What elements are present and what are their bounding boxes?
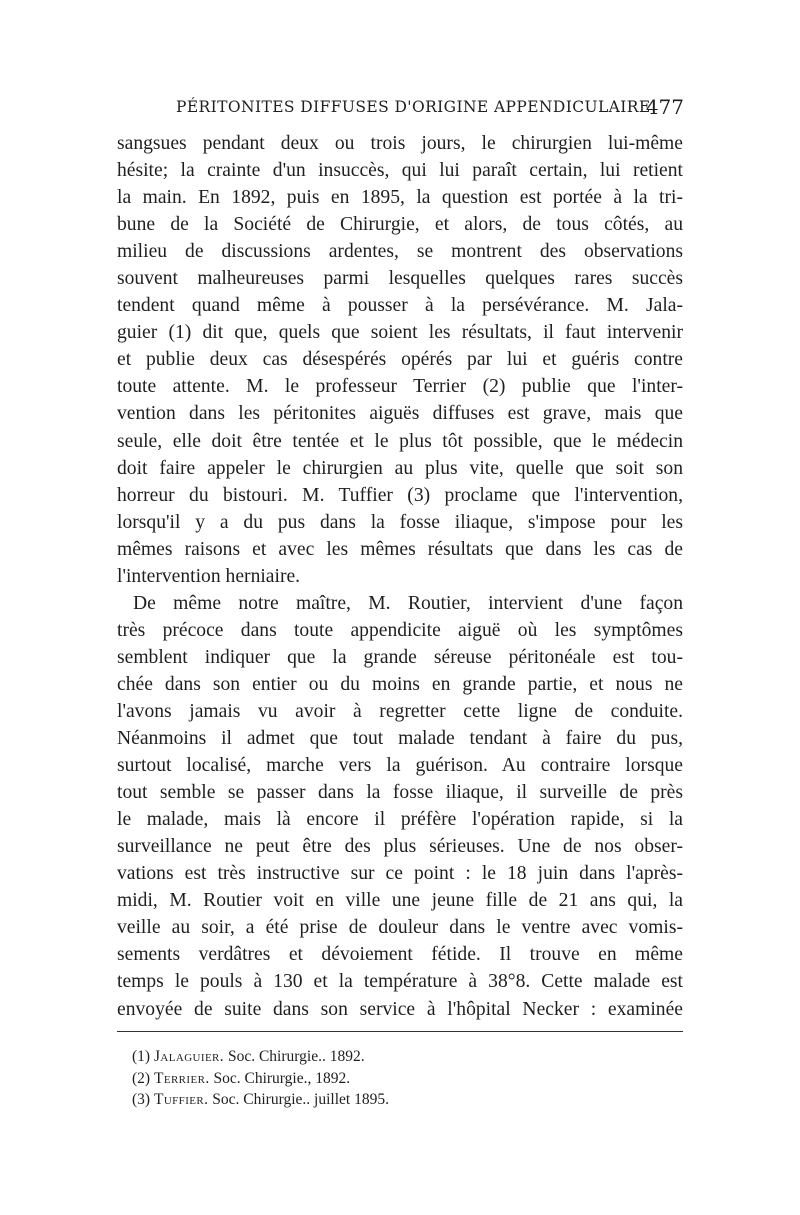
- text-line: midi, M. Routier voit en ville une jeune fille de 21 ans qui, la: [117, 890, 683, 912]
- text-line: chée dans son entier ou du moins en grande partie, et nous ne: [117, 673, 683, 695]
- text-line: semblent indiquer que la grande séreuse péritonéale est tou-: [117, 646, 683, 668]
- text-line: hésite; la crainte d'un insuccès, qui lui paraît certain, lui retient: [117, 160, 683, 182]
- footnote-number: (1): [132, 1048, 151, 1065]
- text-line: mêmes raisons et avec les mêmes résultats que dans les cas de: [117, 538, 683, 560]
- footnote-source: Soc. Chirurgie.. juillet 1895.: [212, 1091, 389, 1108]
- text-line: et publie deux cas désespérés opérés par lui et guéris contre: [117, 349, 683, 371]
- text-line: milieu de discussions ardentes, se montrent des observations: [117, 241, 683, 263]
- text-line: lorsqu'il y a du pus dans la fosse iliaque, s'impose pour les: [117, 511, 683, 533]
- footnote-source: Soc. Chirurgie.. 1892.: [227, 1048, 365, 1065]
- footnote-3: [132, 1089, 652, 1111]
- text-line: toute attente. M. le professeur Terrier (2) publie que l'inter-: [117, 376, 683, 398]
- text-line: le malade, mais là encore il préfère l'opération rapide, si la: [117, 809, 683, 831]
- text-line: très précoce dans toute appendicite aiguë où les symptômes: [117, 619, 683, 641]
- text-line: sangsues pendant deux ou trois jours, le chirurgien lui-même: [117, 133, 683, 154]
- footnote-author: Tuffier.: [153, 1091, 209, 1108]
- text-line: surtout localisé, marche vers la guérison. Au contraire lorsque: [117, 755, 683, 777]
- body-text: [117, 130, 683, 1023]
- text-line: l'avons jamais vu avoir à regretter cette ligne de conduite.: [117, 700, 683, 722]
- footnote-1: [132, 1046, 652, 1068]
- text-line: doit faire appeler le chirurgien au plus vite, quelle que soit son: [117, 457, 683, 479]
- footnote-author: Jalaguier.: [153, 1048, 225, 1065]
- footnote-number: (2): [132, 1069, 151, 1087]
- footnote-source: Soc. Chirurgie., 1892.: [213, 1069, 351, 1087]
- running-head: [118, 95, 684, 122]
- footnote-number: (3): [132, 1091, 151, 1108]
- text-line: tout semble se passer dans la fosse iliaque, il surveille de près: [117, 782, 683, 804]
- text-line: guier (1) dit que, quels que soient les résultats, il faut intervenir: [117, 322, 683, 344]
- text-line: Néanmoins il admet que tout malade tendant à faire du pus,: [117, 728, 683, 750]
- footnote-divider: [117, 1031, 683, 1032]
- page-number: 477: [645, 95, 684, 119]
- footnote-author: Terrier.: [153, 1069, 210, 1087]
- text-line: horreur du bistouri. M. Tuffier (3) proclame que l'intervention,: [117, 484, 683, 506]
- text-line: vations est très instructive sur ce point : le 18 juin dans l'après-: [117, 863, 683, 885]
- text-line-paragraph-end: l'intervention herniaire.: [117, 565, 301, 587]
- text-line: surveillance ne peut être des plus sérieuses. Une de nos obser-: [117, 836, 683, 858]
- text-line: envoyée de suite dans son service à l'hôpital Necker : examinée: [117, 998, 683, 1020]
- text-line: tendent quand même à pousser à la persévérance. M. Jala-: [117, 295, 683, 317]
- text-line: seule, elle doit être tentée et le plus tôt possible, que le médecin: [117, 430, 683, 452]
- text-line: veille au soir, a été prise de douleur dans le ventre avec vomis-: [117, 917, 683, 939]
- text-line: sements verdâtres et dévoiement fétide. Il trouve en même: [117, 944, 683, 966]
- running-title: PÉRITONITES DIFFUSES D'ORIGINE APPENDICULAIRE: [176, 98, 651, 116]
- footnote-2: [132, 1068, 652, 1090]
- text-line-paragraph-start: De même notre maître, M. Routier, intervient d'une façon: [133, 592, 683, 614]
- footnotes: [132, 1046, 652, 1111]
- text-line: souvent malheureuses parmi lesquelles quelques rares succès: [117, 268, 683, 290]
- text-line: la main. En 1892, puis en 1895, la question est portée à la tri-: [117, 187, 683, 209]
- text-line: vention dans les péritonites aiguës diffuses est grave, mais que: [117, 403, 683, 425]
- text-line: bune de la Société de Chirurgie, et alors, de tous côtés, au: [117, 214, 683, 236]
- text-line: temps le pouls à 130 et la température à 38°8. Cette malade est: [117, 971, 683, 993]
